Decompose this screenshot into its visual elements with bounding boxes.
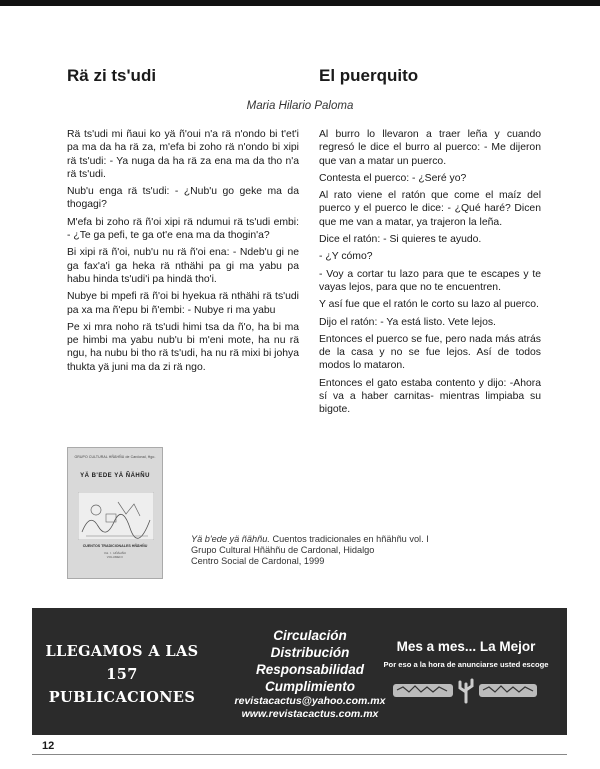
slogan-block [376, 639, 556, 704]
spanish-paragraph: Dijo el ratón: - Ya está listo. Vete lejos. [319, 316, 496, 328]
slogan-tagline: Por eso a la hora de anunciarse usted escoge [383, 660, 549, 669]
book-footer: Vol. I · HÑÄHÑU VOLUMEN I [103, 551, 127, 559]
otomi-text-column [67, 128, 299, 378]
book-title: YÄ B'EDE YÄ ÑÄHÑU [80, 473, 150, 479]
spanish-paragraph: Y así fue que el ratón le corto su lazo al puerco. [319, 299, 539, 311]
otomi-paragraph: Nub'u enga rä ts'udi: - ¿Nub'u go geke ma da thogagi? [67, 186, 299, 211]
spanish-paragraph: Contesta el puerco: - ¿Seré yo? [319, 172, 467, 184]
spanish-paragraph: Al rato viene el ratón que come el maíz del puerco y el puerco le dice: - ¿Qué haré? Dicen que me van a matar, ya trajeron la leña. [319, 190, 541, 228]
page-number: 12 [42, 740, 55, 752]
spanish-paragraph: Entonces el puerco se fue, pero nada más atrás de la casa y no se fue lejos. Así de todos modos lo mataron. [319, 333, 541, 372]
cactus-logo-icon [391, 678, 541, 704]
book-cover-image [67, 447, 163, 579]
author-name: Maria Hilario Paloma [246, 100, 354, 112]
otomi-paragraph: Rä ts'udi mi ñaui ko yä ñ'oui n'a rä n'ondo bi t'et'i pa ma da ha rä za, m'efa bi zoho rä n'ondo bi xipi rä ts'udi: - Ya nuga da ha rä za ena ma da tho n'a rä ts'udi. [67, 129, 299, 180]
spanish-text-column [319, 128, 541, 421]
otomi-paragraph: M'efa bi zoho rä ñ'oi xipi rä ndumui rä ts'udi embi: - ¿Te ga pefi, te ga ot'e ena ma da thogin'a? [67, 216, 299, 242]
otomi-paragraph: Pe xi mra noho rä ts'udi himi tsa da ñ'o, ha bi ma pe himbi ma yabu nub'u bi m'eni mote, ha nu rä ngu, ha nubu bi tho rä ts'udi, ha nu rä mixi bi johya thukta yä juni ma da zi rä ngo. [67, 321, 299, 373]
bottom-rule [32, 754, 567, 755]
advertisement-banner [32, 608, 567, 735]
title-otomi: Rä zi ts'udi [67, 66, 157, 85]
services-list: Circulación Distribución Responsabilidad Cumplimiento revistacactus@yahoo.com.mx www.revistacactus.com.mx [210, 627, 410, 721]
otomi-paragraph: Bi xipi rä ñ'oi, nub'u nu rä ñ'oi ena: - Ndeb'u gi ne ga fax'a'i ga heka rä nthähi pa gi ma yabu pa habu hinda ts'udi'i pa hindä tho'i. [67, 247, 299, 285]
email-link[interactable]: revistacactus@yahoo.com.mx [234, 695, 386, 707]
top-rule [0, 0, 600, 6]
website-link[interactable]: www.revistacactus.com.mx [241, 708, 379, 720]
title-spanish: El puerquito [319, 66, 419, 85]
book-subtitle: CUENTOS TRADICIONALES HÑÄHÑU [82, 544, 148, 548]
publication-count: LLEGAMOS A LAS 157 PUBLICACIONES [45, 643, 199, 706]
spanish-paragraph: Dice el ratón: - Si quieres te ayudo. [319, 234, 482, 246]
spanish-paragraph: Entonces el gato estaba contento y dijo: -Ahora sí va a haber carnitas- mientras limpiaba su bigote. [319, 377, 541, 416]
spanish-paragraph: - ¿Y cómo? [319, 251, 373, 263]
slogan-heading: Mes a mes... La Mejor [396, 639, 536, 654]
book-publisher: GRUPO CULTURAL HÑÄHÑU de Cardonal, Hgo. [74, 455, 156, 459]
book-caption: Yä b'ede yä ñähñu. Cuentos tradicionales en hñähñu vol. I Grupo Cultural Hñähñu de Cardonal, Hidalgo Centro Social de Cardonal, 1999 [191, 534, 429, 566]
spanish-paragraph: - Voy a cortar tu lazo para que te escapes y te vayas lejos, para que no te encuentren. [319, 268, 541, 293]
book-illustration [78, 492, 154, 540]
otomi-paragraph: Nubye bi mpefi rä ñ'oi bi hyekua rä nthähi rä ts'udi pa xa ma ñ'epu bi ñ'embi: - Nubye ri ma yabu [67, 291, 299, 316]
spanish-paragraph: Al burro lo llevaron a traer leña y cuando regresó le dice el burro al puerco: - Me dijeron que van a matar un puerco. [319, 129, 541, 167]
